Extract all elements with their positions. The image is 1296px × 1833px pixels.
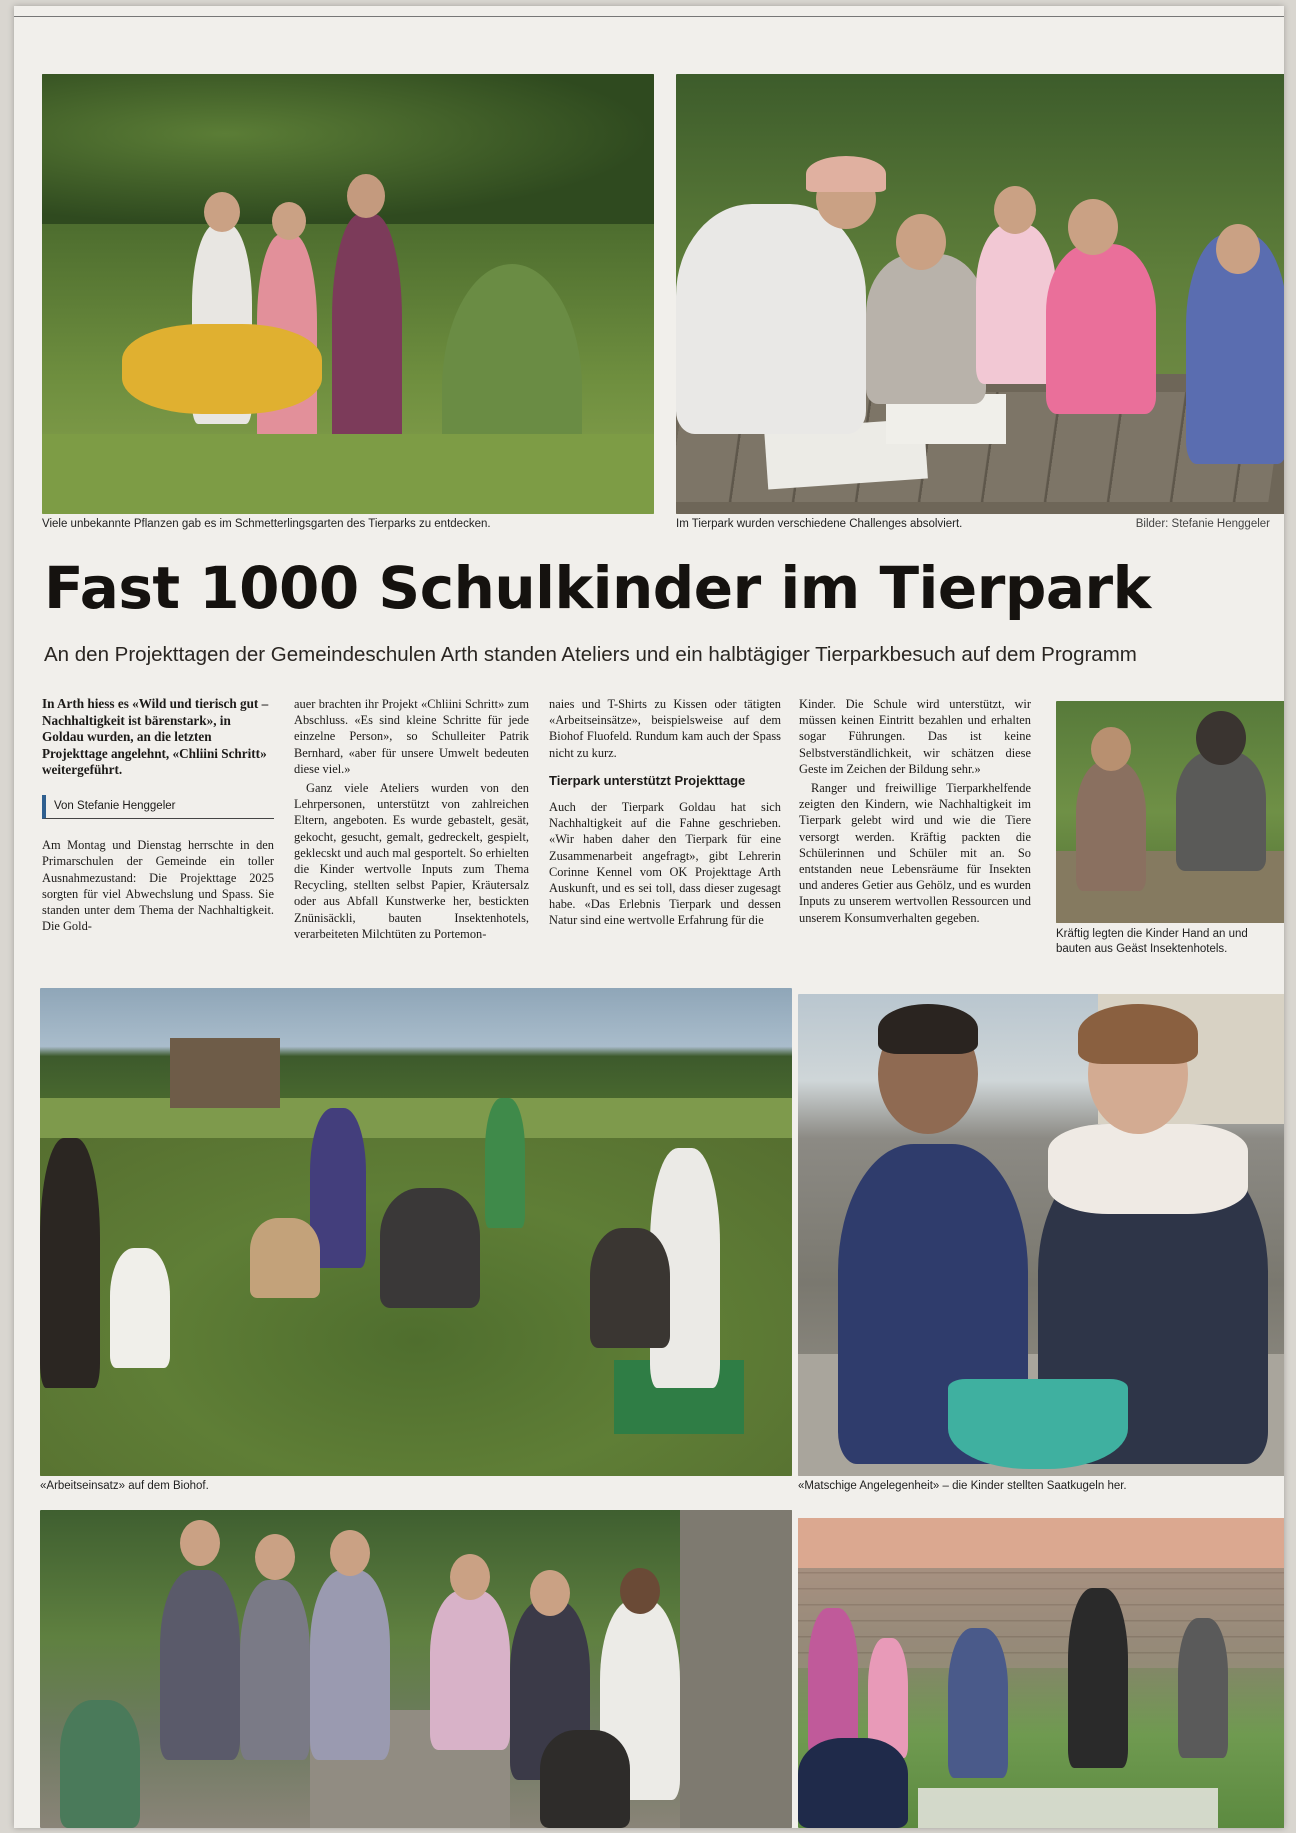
photo-biohof — [40, 988, 792, 1476]
article-subhead: An den Projekttagen der Gemeindeschulen Arth standen Ateliers und ein halbtägiger Tierparkbesuch auf dem Programm — [44, 643, 1137, 666]
article-column-1 — [42, 696, 274, 934]
section-heading: Tierpark unterstützt Projekttage — [549, 772, 746, 788]
top-rule — [14, 8, 1284, 17]
article-column-4 — [799, 696, 1031, 926]
photo-challenges — [676, 74, 1284, 514]
caption-biohof: «Arbeitseinsatz» auf dem Biohof. — [40, 1480, 209, 1492]
caption-seed-balls: «Matschige Angelegenheit» – die Kinder stellten Saatkugeln her. — [798, 1480, 1127, 1492]
photo-butterfly-garden — [42, 74, 654, 514]
article-column-3 — [549, 696, 781, 929]
article-byline: Von Stefanie Henggeler — [42, 795, 274, 819]
paragraph: Auch der Tierpark Goldau hat sich Nachhaltigkeit auf die Fahne geschrieben. «Wir haben daher den Tierpark für eine Zusammenarbeit angefragt», gibt Lehrerin Corinne Kennel vom OK Projekttage Arth Auskunft, und es sei toll, dass dieser zugesagt habe. «Das Erlebnis Tierpark und dessen Natur sind eine wertvolle Erfahrung für die — [549, 800, 781, 928]
article-column-2 — [294, 696, 529, 942]
photo-credit: Bilder: Stefanie Henggeler — [1135, 518, 1270, 530]
paragraph: Am Montag und Dienstag herrschte in den Primarschulen der Gemeinde ein toller Ausnahmezustand: Die Projekttage 2025 sorgten für viel Abwechslung und Spass. Sie standen unter dem Thema der Nachhaltigkeit. Die Gold- — [42, 838, 274, 934]
photo-seed-balls — [798, 994, 1284, 1476]
photo-group — [40, 1510, 792, 1828]
article-headline: Fast 1000 Schulkinder im Tierpark — [44, 554, 1151, 622]
caption-butterfly-garden: Viele unbekannte Pflanzen gab es im Schmetterlingsgarten des Tierparks zu entdecken. — [42, 518, 491, 530]
caption-insect-hotel: Kräftig legten die Kinder Hand an und bauten aus Geäst Insektenhotels. — [1056, 928, 1248, 955]
paragraph: Ranger und freiwillige Tierparkhelfende zeigten den Kindern, wie Nachhaltigkeit im Tierpark gelebt wird und wie die Tiere versorgt werden. Kräftig packten die Schülerinnen und Schüler mit an. So entstanden neue Lebensräume für Insekten und anderes Getier aus Gehölz, und es wurden Inputs zu unserem wertvollen Ressourcen und unserem Konsumverhalten gegeben. — [799, 781, 1031, 925]
photo-schoolyard — [798, 1518, 1284, 1828]
paragraph: Ganz viele Ateliers wurden von den Lehrpersonen, unterstützt von zahlreichen Eltern, angeboten. Es wurde gebastelt, gesät, gekocht, gesucht, gemalt, gedreckelt, gespielt, geklecskt und auch mal gesportelt. So erhielten die Kinder wertvolle Inputs zum Thema Recycling, stellten selbst Papier, Kräutersalz oder aus Abfall Kunstwerke her, bestickten Znünisäckli, bauten Insektenhotels, verarbeiteten Milchtüten zu Portemon- — [294, 781, 529, 941]
caption-challenges: Im Tierpark wurden verschiedene Challenges absolviert. — [676, 518, 963, 530]
article-lead: In Arth hiess es «Wild und tierisch gut – Nachhaltigkeit ist bärenstark», in Goldau wurden, an die letzten Projekttage angelehnt, «Chliini Schritt» weitergeführt. — [42, 696, 269, 778]
newspaper-page — [14, 6, 1284, 1828]
photo-insect-hotel — [1056, 701, 1284, 923]
paragraph: Kinder. Die Schule wird unterstützt, wir müssen keinen Eintritt bezahlen und erhalten sogar Führungen. Das ist keine Selbstverständlichkeit, wir schätzen diese Geste im Zeichen der Bildung sehr.» — [799, 697, 1031, 776]
paragraph: naies und T-Shirts zu Kissen oder tätigten «Arbeitseinsätze», beispielsweise auf dem Biohof Fluofeld. Rundum kam auch der Spass nicht zu kurz. — [549, 697, 781, 760]
paragraph: auer brachten ihr Projekt «Chliini Schritt» zum Abschluss. «Es sind kleine Schritte für jede einzelne Person», so Schulleiter Patrik Bernhard, «aber für unsere Umwelt bedeuten diese viel.» — [294, 697, 529, 776]
